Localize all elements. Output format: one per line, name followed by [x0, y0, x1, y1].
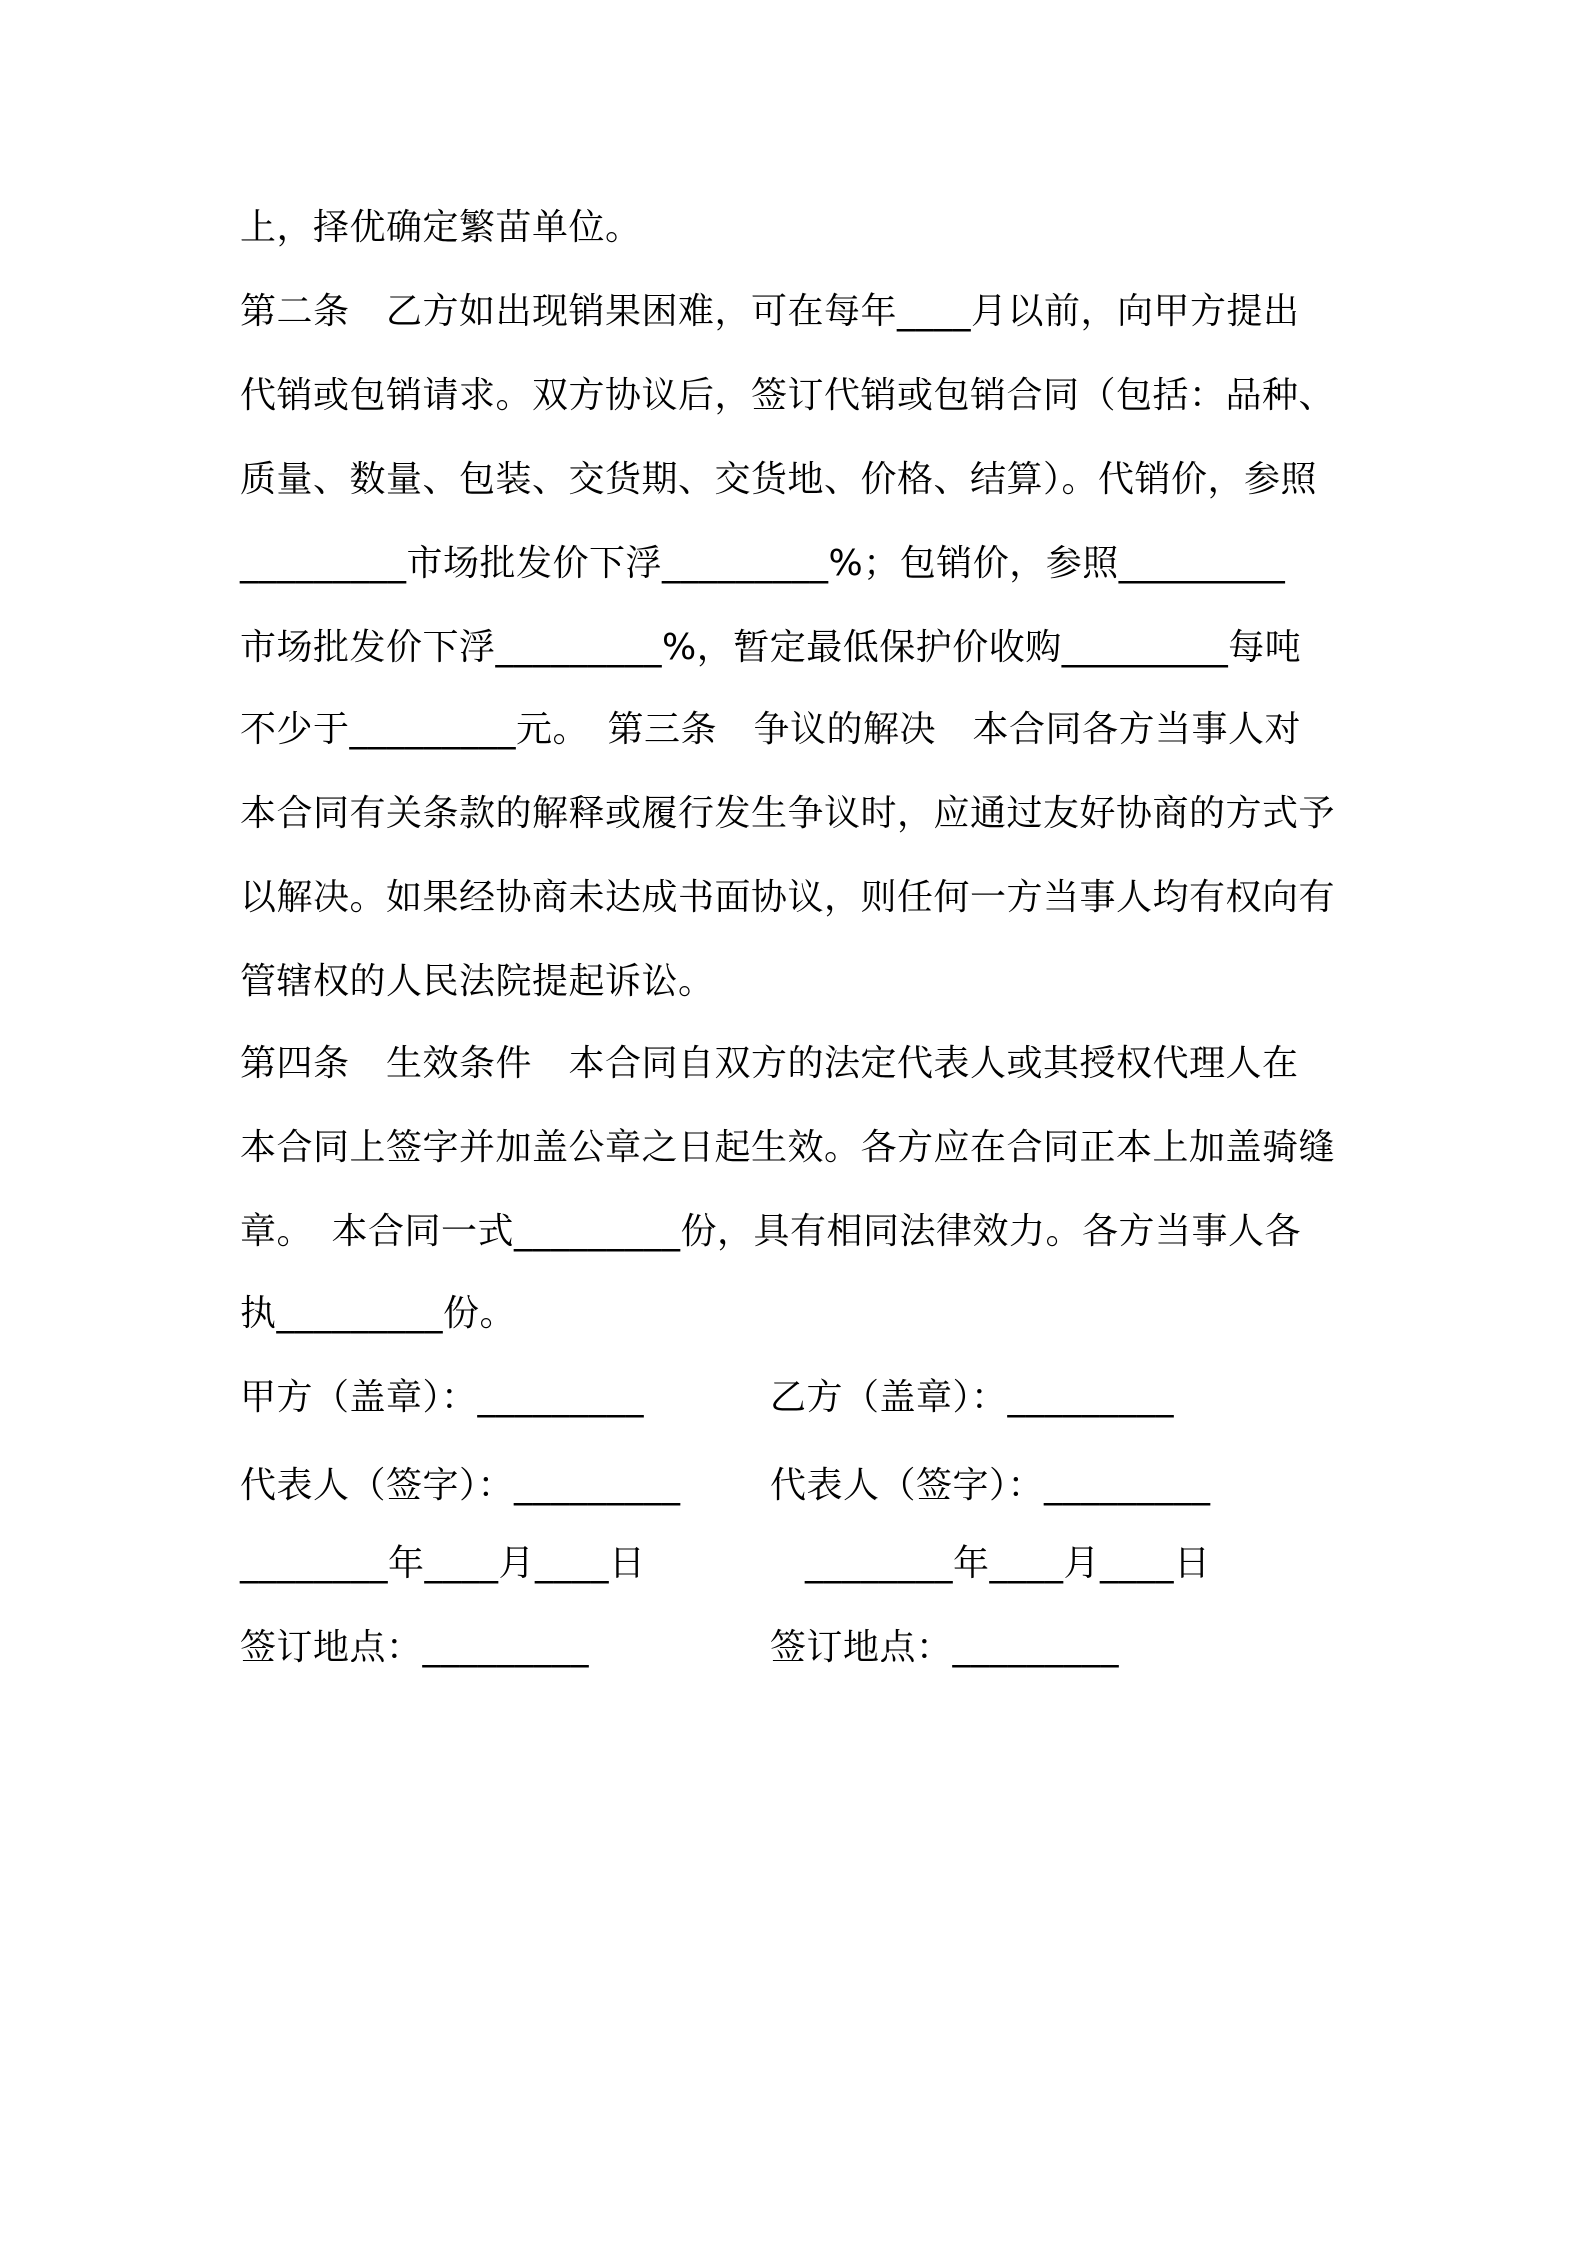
text-line: _________市场批发价下浮_________%；包销价，参照_________: [240, 543, 1286, 584]
text-line: 执_________份。: [240, 1293, 517, 1334]
party-a-signing-place: 签订地点：_________: [240, 1627, 590, 1668]
text-line: 代销或包销请求。双方协议后，签订代销或包销合同（包括：品种、: [240, 375, 1336, 416]
party-b-representative-field: 代表人（签字）：_________: [770, 1465, 1211, 1506]
text-line: 章。 本合同一式_________份，具有相同法律效力。各方当事人各: [240, 1211, 1302, 1252]
party-a-representative-field: 代表人（签字）：_________: [240, 1465, 681, 1506]
text-line: 第四条 生效条件 本合同自双方的法定代表人或其授权代理人在: [240, 1043, 1299, 1084]
party-b-seal-field: 乙方（盖章）：_________: [770, 1377, 1175, 1418]
text-line: 本合同上签字并加盖公章之日起生效。各方应在合同正本上加盖骑缝: [240, 1127, 1336, 1168]
text-line: 以解决。如果经协商未达成书面协议，则任何一方当事人均有权向有: [240, 877, 1336, 918]
text-line: 第二条 乙方如出现销果困难，可在每年____月以前，向甲方提出: [240, 291, 1300, 332]
party-b-signing-place: 签订地点：_________: [770, 1627, 1120, 1668]
party-a-seal-field: 甲方（盖章）：_________: [240, 1377, 645, 1418]
party-b-date-field: ________年____月____日: [805, 1543, 1211, 1584]
text-line: 本合同有关条款的解释或履行发生争议时，应通过友好协商的方式予: [240, 793, 1336, 834]
text-line: 不少于_________元。 第三条 争议的解决 本合同各方当事人对: [240, 709, 1302, 750]
text-line: 质量、数量、包装、交货期、交货地、价格、结算）。代销价，参照: [240, 459, 1318, 500]
text-line: 上，择优确定繁苗单位。: [240, 207, 642, 248]
text-line: 管辖权的人民法院提起诉讼。: [240, 961, 715, 1002]
party-a-date-field: ________年____月____日: [240, 1543, 646, 1584]
text-line: 市场批发价下浮_________%，暂定最低保护价收购_________每吨: [240, 627, 1302, 668]
